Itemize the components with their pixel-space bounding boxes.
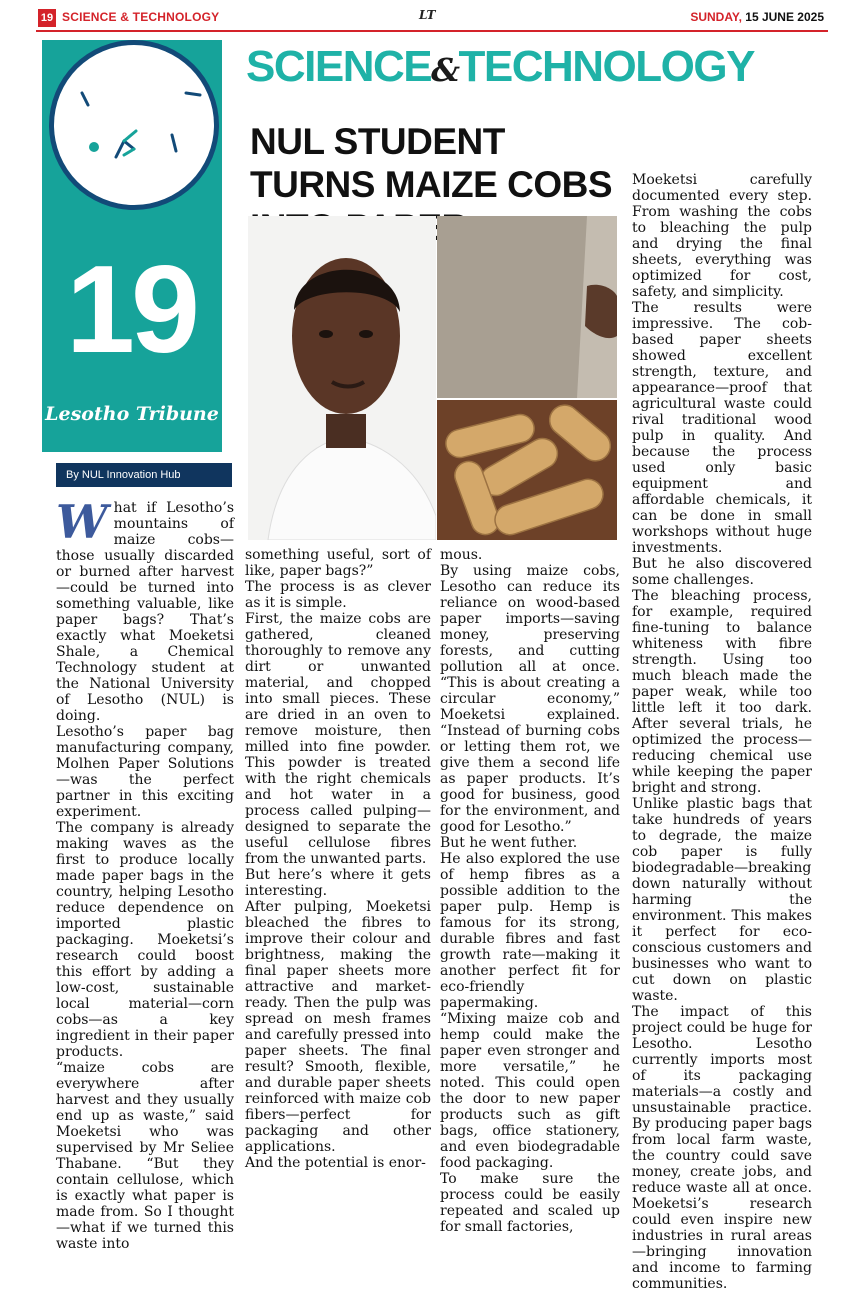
paragraph: The results were impressive. The cob-based paper sheets showed excellent strength, texture, and appearance—proof that agricultural waste could rival traditional wood pulp in quality. And because the process used only basic equipment and affordable chemicals, it can be done in small workshops without huge investments.: [632, 300, 812, 556]
paragraph: “Mixing maize cob and hemp could make the paper even stronger and more versatile,” he noted. This could open the door to new paper products such as gift bags, office stationery, and even biodegradable food packaging.: [440, 1011, 620, 1171]
article-column-3: [440, 547, 620, 1235]
section-title-right: TECHNOLOGY: [458, 42, 754, 91]
page-number-badge: 19: [38, 9, 56, 27]
paper-sheet-image: [437, 216, 617, 398]
maize-cobs-image: [437, 400, 617, 540]
science-emblem-graphic: [54, 45, 214, 205]
paragraph: By using maize cobs, Lesotho can reduce its reliance on wood-based paper imports—saving money, preserving forests, and cutting pollution all at once. “This is about creating a circular economy,” Moeketsi explained. “Instead of burning cobs or letting them rot, we give them a second life as paper products. It’s good for business, good for the environment, and good for Lesotho.”: [440, 563, 620, 835]
paragraph: mous.: [440, 547, 483, 563]
paragraph: Lesotho’s paper bag manufacturing company, Molhen Paper Solutions—was the perfect partner in this exciting experiment.: [56, 724, 234, 820]
section-title: [246, 42, 754, 95]
section-label: SCIENCE & TECHNOLOGY: [62, 10, 220, 24]
paper-sheet-illustration: [437, 216, 617, 398]
drop-cap: W: [56, 495, 108, 549]
article-headline: NUL STUDENT TURNS MAIZE COBS: [250, 121, 612, 205]
issue-date: [690, 10, 824, 24]
article-column-1: [56, 495, 234, 1252]
paragraph: The process is as clever as it is simple.: [245, 579, 431, 611]
article-column-2: [245, 547, 431, 1171]
issue-day: SUNDAY,: [690, 10, 742, 24]
section-title-left: SCIENCE: [246, 42, 432, 91]
section-title-amp: &: [431, 51, 459, 89]
paragraph: But he also discovered some challenges.: [632, 556, 812, 588]
issue-date-value: 15 JUNE 2025: [745, 10, 824, 24]
panel-page-number: 19: [66, 241, 196, 379]
article-byline: By NUL Innovation Hub: [56, 463, 232, 487]
header-rule: [36, 30, 828, 32]
paragraph: The impact of this project could be huge for Lesotho. Lesotho currently imports most of its packaging materials—a costly and unsustainable practice. By producing paper bags from local farm waste, the country could save money, create jobs, and reduce waste all at once. Moeketsi’s research could even inspire new industries in rural areas—bringing innovation and income to farming communities.: [632, 1004, 812, 1292]
paragraph: But he went futher.: [440, 835, 578, 851]
paragraph: The company is already making waves as the first to produce locally made paper bags in the country, helping Lesotho reduce dependence on imported plastic packaging. Moeketsi’s research could boost this effort by adding a low-cost, sustainable local material—corn cobs—as a key ingredient in their paper products.: [56, 820, 234, 1060]
paragraph: And the potential is enor-: [245, 1155, 426, 1171]
paragraph: “maize cobs are everywhere after harvest and they usually end up as waste,” said Moeketsi who was supervised by Mr Seliee Thabane. “But they contain cellulose, which is exactly what paper is made from. So I thought—what if we turned this waste into: [56, 1060, 234, 1252]
paragraph: After pulping, Moeketsi bleached the fibres to improve their colour and brightness, making the final paper sheets more attractive and market-ready. Then the pulp was spread on mesh frames and carefully pressed into paper sheets. The final result? Smooth, flexible, and durable paper sheets reinforced with maize cob fibers—perfect for packaging and other applications.: [245, 899, 431, 1155]
paragraph: But here’s where it gets interesting.: [245, 867, 431, 899]
paragraph: something useful, sort of like, paper bags?”: [245, 547, 431, 579]
student-portrait-image: [248, 216, 436, 540]
publication-name: Lesotho Tribune: [45, 403, 219, 425]
paragraph: Unlike plastic bags that take hundreds of years to degrade, the maize cob paper is fully biodegradable—breaking down naturally without harming the environment. This makes it perfect for eco-conscious customers and businesses who want to cut down on plastic waste.: [632, 796, 812, 1004]
portrait-illustration: [248, 216, 436, 540]
paragraph: He also explored the use of hemp fibres as a possible addition to the paper pulp. Hemp is famous for its strong, durable fibres and fast growth rate—making it another perfect fit for eco-friendly papermaking.: [440, 851, 620, 1011]
science-emblem-icon: [54, 45, 214, 205]
maize-cobs-illustration: [437, 400, 617, 540]
masthead-logo: LT: [419, 8, 436, 22]
paragraph: The bleaching process, for example, required fine-tuning to balance whiteness with fibre strength. Using too much bleach made the paper weak, while too little left it too dark. After several trials, he optimized the process—reducing chemical use while keeping the paper bright and strong.: [632, 588, 812, 796]
paragraph: First, the maize cobs are gathered, cleaned thoroughly to remove any dirt or unwanted material, and chopped into small pieces. These are dried in an oven to remove moisture, then milled into fine powder. This powder is treated with the right chemicals and hot water in a process called pulping—designed to separate the useful cellulose fibres from the unwanted parts.: [245, 611, 431, 867]
paragraph: hat if Lesotho’s mountains of maize cobs—those usually discarded or burned after harvest—could be turned into something valuable, like paper bags? That’s exactly what Moeketsi Shale, a Chemical Technology student at the National University of Lesotho (NUL) is doing.: [56, 500, 234, 724]
paragraph: To make sure the process could be easily repeated and scaled up for small factories,: [440, 1171, 620, 1235]
article-column-4: [632, 172, 812, 1292]
paragraph: Moeketsi carefully documented every step. From washing the cobs to bleaching the pulp and drying the final sheets, everything was optimized for cost, safety, and simplicity.: [632, 172, 812, 300]
